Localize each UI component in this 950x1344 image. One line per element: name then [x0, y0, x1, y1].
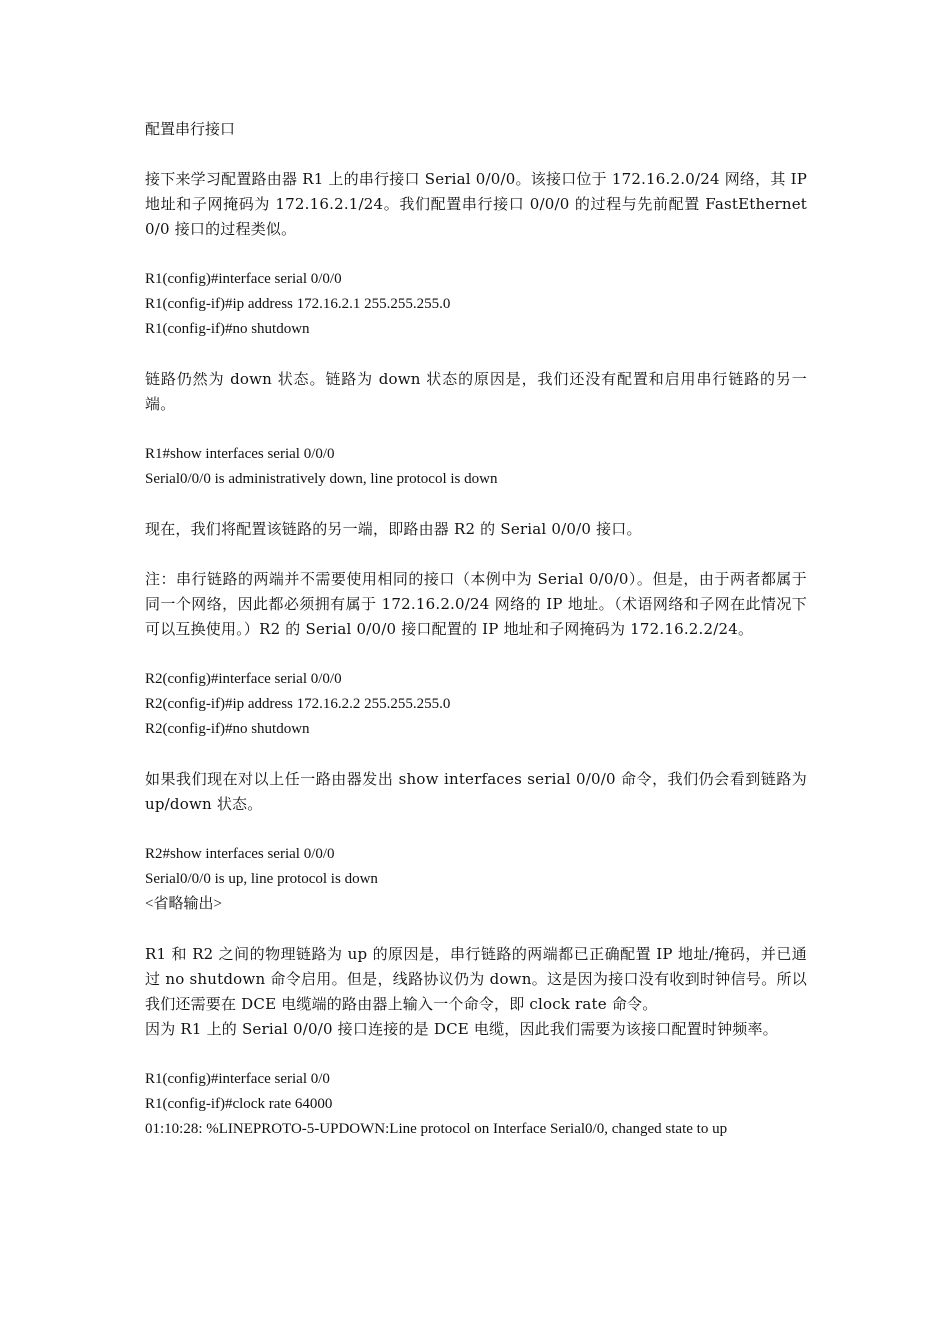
note-paragraph-block: [145, 567, 807, 642]
output-line: Serial0/0/0 is administratively down, line protocol is down: [145, 471, 498, 487]
explanation-block: [145, 942, 807, 1042]
r2-show-output: [145, 842, 807, 917]
configure-r2-paragraph: 现在，我们将配置该链路的另一端，即路由器 R2 的 Serial 0/0/0 接口。: [145, 520, 642, 538]
command-line: R1(config-if)#no shutdown: [145, 321, 310, 337]
command-line: R1(config)#interface serial 0/0: [145, 1071, 330, 1087]
show-status-paragraph: 如果我们现在对以上任一路由器发出 show interfaces serial 0/0/0 命令，我们仍会看到链路为 up/down 状态。: [145, 770, 807, 813]
intro-paragraph-block: [145, 167, 807, 242]
command-line: R1(config)#interface serial 0/0/0: [145, 271, 342, 287]
section-title-block: [145, 117, 807, 142]
section-title: 配置串行接口: [145, 120, 236, 138]
note-paragraph: 注：串行链路的两端并不需要使用相同的接口（本例中为 Serial 0/0/0）。但是，由于两者都属于同一个网络，因此都必须拥有属于 172.16.2.0/24 网络的 IP 地址。（术语网络和子网在此情况下可以互换使用。）R2 的 Serial 0/0/0 接口配置的 IP 地址和子网掩码为 172.16.2.2/24。: [145, 570, 807, 638]
r1-config-commands: [145, 267, 807, 342]
command-line: R1(config-if)#ip address 172.16.2.1 255.255.255.0: [145, 296, 451, 312]
output-omitted-line: <省略输出>: [145, 896, 222, 912]
output-line: Serial0/0/0 is up, line protocol is down: [145, 871, 378, 887]
r2-config-commands: [145, 667, 807, 742]
link-down-paragraph: 链路仍然为 down 状态。链路为 down 状态的原因是，我们还没有配置和启用串行链路的另一端。: [145, 370, 807, 413]
command-line: R2(config)#interface serial 0/0/0: [145, 671, 342, 687]
clock-rate-paragraph: 因为 R1 上的 Serial 0/0/0 接口连接的是 DCE 电缆，因此我们需要为该接口配置时钟频率。: [145, 1020, 778, 1038]
explanation-paragraph: R1 和 R2 之间的物理链路为 up 的原因是，串行链路的两端都已正确配置 IP 地址/掩码，并已通过 no shutdown 命令启用。但是，线路协议仍为 down。这是因为接口没有收到时钟信号。所以我们还需要在 DCE 电缆端的路由器上输入一个命令，即 clock rate 命令。: [145, 945, 807, 1013]
command-line: R2(config-if)#ip address 172.16.2.2 255.255.255.0: [145, 696, 451, 712]
intro-paragraph: 接下来学习配置路由器 R1 上的串行接口 Serial 0/0/0。该接口位于 172.16.2.0/24 网络，其 IP 地址和子网掩码为 172.16.2.1/24。我们配置串行接口 0/0/0 的过程与先前配置 FastEthernet 0/0 接口的过程类似。: [145, 170, 807, 238]
command-line: R1#show interfaces serial 0/0/0: [145, 446, 335, 462]
show-status-paragraph-block: [145, 767, 807, 817]
log-output-line: 01:10:28: %LINEPROTO-5-UPDOWN:Line protocol on Interface Serial0/0, changed state to up: [145, 1121, 728, 1137]
command-line: R1(config-if)#clock rate 64000: [145, 1096, 333, 1112]
clock-rate-commands: [145, 1067, 807, 1142]
link-down-paragraph-block: [145, 367, 807, 417]
configure-r2-paragraph-block: [145, 517, 807, 542]
document-page: [145, 117, 807, 1167]
command-line: R2(config-if)#no shutdown: [145, 721, 310, 737]
command-line: R2#show interfaces serial 0/0/0: [145, 846, 335, 862]
r1-show-output: [145, 442, 807, 492]
